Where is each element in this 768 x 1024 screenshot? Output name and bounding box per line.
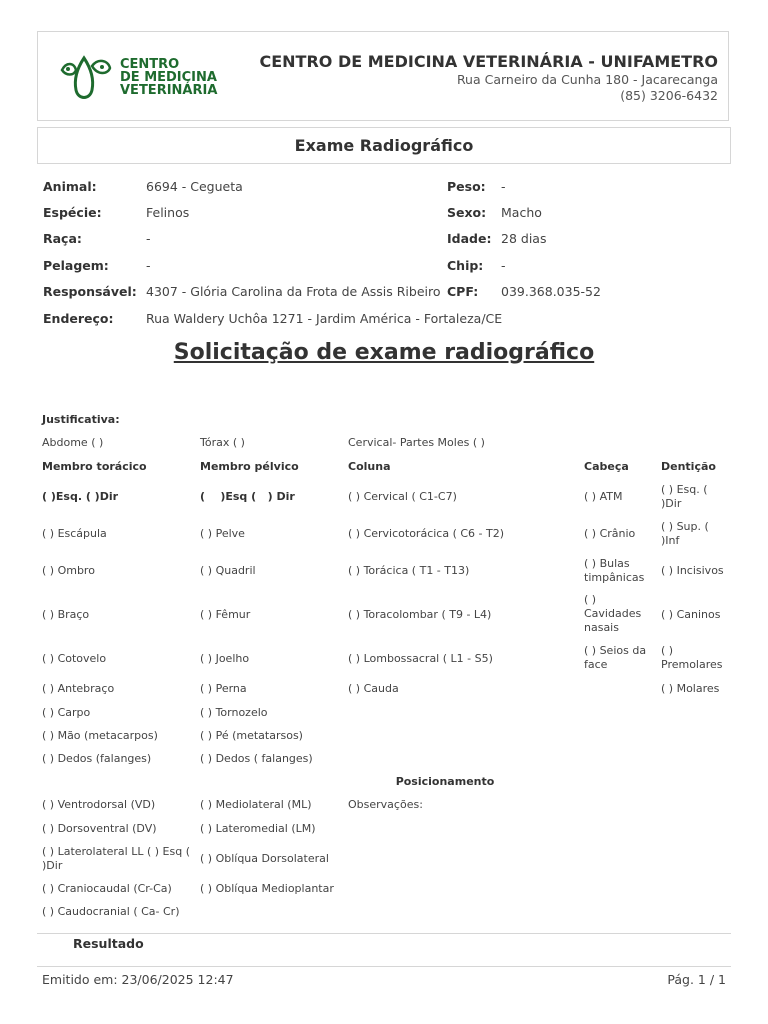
cabeca-header: Cabeça <box>584 460 629 473</box>
posicionamento-item: ( ) Dorsoventral (DV) <box>42 822 157 835</box>
posicionamento-item: ( ) Ventrodorsal (VD) <box>42 798 156 811</box>
coluna-item: ( ) Cauda <box>348 682 399 695</box>
membro-toracico-header: Membro torácico <box>42 460 147 473</box>
idade-label: Idade: <box>447 231 492 246</box>
coluna-item: ( ) Torácica ( T1 - T13) <box>348 564 470 577</box>
toracico-item: ( ) Braço <box>42 608 90 621</box>
denticao-item: ( ) Caninos <box>661 608 721 621</box>
cabeca-item: ( ) Crânio <box>584 527 636 540</box>
emitido-em: Emitido em: 23/06/2025 12:47 <box>42 972 234 987</box>
pelvico-item: ( ) Pé (metatarsos) <box>200 729 303 742</box>
coluna-item: ( ) Cervicotorácica ( C6 - T2) <box>348 527 505 540</box>
denticao-item: ( ) Incisivos <box>661 564 724 577</box>
peso-value: - <box>501 179 506 194</box>
sexo-value: Macho <box>501 205 542 220</box>
pelvico-item: ( ) Fêmur <box>200 608 251 621</box>
pelvico-item: ( ) Dedos ( falanges) <box>200 752 313 765</box>
endereco-value: Rua Waldery Uchôa 1271 - Jardim América - Fortaleza/CE <box>146 311 503 326</box>
divider <box>37 933 731 934</box>
toracico-item: ( ) Mão (metacarpos) <box>42 729 158 742</box>
coluna-item: ( ) Cervical ( C1-C7) <box>348 490 457 503</box>
pelvico-item: ( ) Perna <box>200 682 247 695</box>
torax-option: Tórax ( ) <box>200 436 245 449</box>
cpf-label: CPF: <box>447 284 479 299</box>
justificativa-label: Justificativa: <box>42 413 120 426</box>
abdome-option: Abdome ( ) <box>42 436 104 449</box>
clinic-address: Rua Carneiro da Cunha 180 - Jacarecanga <box>456 72 718 87</box>
paw-drop-logo-icon <box>54 50 114 110</box>
responsavel-label: Responsável: <box>43 284 137 299</box>
denticao-header: Dentição <box>661 460 716 473</box>
coluna-item: ( ) Toracolombar ( T9 - L4) <box>348 608 492 621</box>
cabeca-item: ( ) Seios da face <box>584 644 647 671</box>
clinic-phone: (85) 3206-6432 <box>620 88 718 103</box>
exam-title: Exame Radiográfico <box>37 127 731 164</box>
toracico-item: ( ) Antebraço <box>42 682 115 695</box>
page-number: Pág. 1 / 1 <box>667 972 726 987</box>
posicionamento-item: ( ) Caudocranial ( Ca- Cr) <box>42 905 180 918</box>
logo-line-3: VETERINÁRIA <box>120 83 218 98</box>
animal-label: Animal: <box>43 179 97 194</box>
cpf-value: 039.368.035-52 <box>501 284 601 299</box>
denticao-item: ( ) Esq. ( )Dir <box>661 483 708 510</box>
cabeca-item: ( ) Bulas timpânicas <box>584 557 645 584</box>
raca-value: - <box>146 231 151 246</box>
logo-line-2: DE MEDICINA <box>120 70 217 85</box>
endereco-label: Endereço: <box>43 311 114 326</box>
logo-text <box>120 58 217 97</box>
chip-value: - <box>501 258 506 273</box>
pelvico-item: ( )Esq ( ) Dir <box>200 490 295 503</box>
toracico-item: ( ) Ombro <box>42 564 95 577</box>
responsavel-value: 4307 - Glória Carolina da Frota de Assis Ribeiro <box>146 284 441 299</box>
pelagem-value: - <box>146 258 151 273</box>
toracico-item: ( )Esq. ( )Dir <box>42 490 119 503</box>
pelvico-item: ( ) Joelho <box>200 652 250 665</box>
clinic-logo <box>54 50 234 110</box>
animal-value: 6694 - Cegueta <box>146 179 243 194</box>
posicionamento-item: ( ) Oblíqua Dorsolateral <box>200 852 329 865</box>
pelvico-item: ( ) Tornozelo <box>200 706 268 719</box>
pelvico-item: ( ) Pelve <box>200 527 245 540</box>
chip-label: Chip: <box>447 258 484 273</box>
especie-label: Espécie: <box>43 205 102 220</box>
request-title: Solicitação de exame radiográfico <box>173 340 595 365</box>
coluna-header: Coluna <box>348 460 391 473</box>
raca-label: Raça: <box>43 231 82 246</box>
peso-label: Peso: <box>447 179 486 194</box>
toracico-item: ( ) Carpo <box>42 706 91 719</box>
cabeca-item: ( ) Cavidades nasais <box>584 593 642 634</box>
pelagem-label: Pelagem: <box>43 258 109 273</box>
observacoes-label: Observações: <box>348 798 423 811</box>
logo-line-1: CENTRO <box>120 57 180 72</box>
coluna-item: ( ) Lombossacral ( L1 - S5) <box>348 652 493 665</box>
membro-pelvico-header: Membro pélvico <box>200 460 299 473</box>
posicionamento-item: ( ) Laterolateral LL ( ) Esq ( )Dir <box>42 845 191 872</box>
posicionamento-item: ( ) Oblíqua Medioplantar <box>200 882 334 895</box>
toracico-item: ( ) Dedos (falanges) <box>42 752 152 765</box>
denticao-item: ( ) Molares <box>661 682 720 695</box>
idade-value: 28 dias <box>501 231 547 246</box>
cabeca-item: ( ) ATM <box>584 490 623 503</box>
pelvico-item: ( ) Quadril <box>200 564 256 577</box>
posicionamento-item: ( ) Lateromedial (LM) <box>200 822 316 835</box>
sexo-label: Sexo: <box>447 205 487 220</box>
posicionamento-item: ( ) Craniocaudal (Cr-Ca) <box>42 882 172 895</box>
posicionamento-header: Posicionamento <box>395 775 495 788</box>
posicionamento-item: ( ) Mediolateral (ML) <box>200 798 312 811</box>
header-box <box>37 31 729 121</box>
denticao-item: ( ) Premolares <box>661 644 723 671</box>
especie-value: Felinos <box>146 205 190 220</box>
footer-divider <box>37 966 731 967</box>
resultado-label: Resultado <box>73 936 144 951</box>
cervical-partes-moles-option: Cervical- Partes Moles ( ) <box>348 436 485 449</box>
toracico-item: ( ) Escápula <box>42 527 107 540</box>
denticao-item: ( ) Sup. ( )Inf <box>661 520 709 547</box>
clinic-name: CENTRO DE MEDICINA VETERINÁRIA - UNIFAMETRO <box>259 52 718 71</box>
toracico-item: ( ) Cotovelo <box>42 652 107 665</box>
